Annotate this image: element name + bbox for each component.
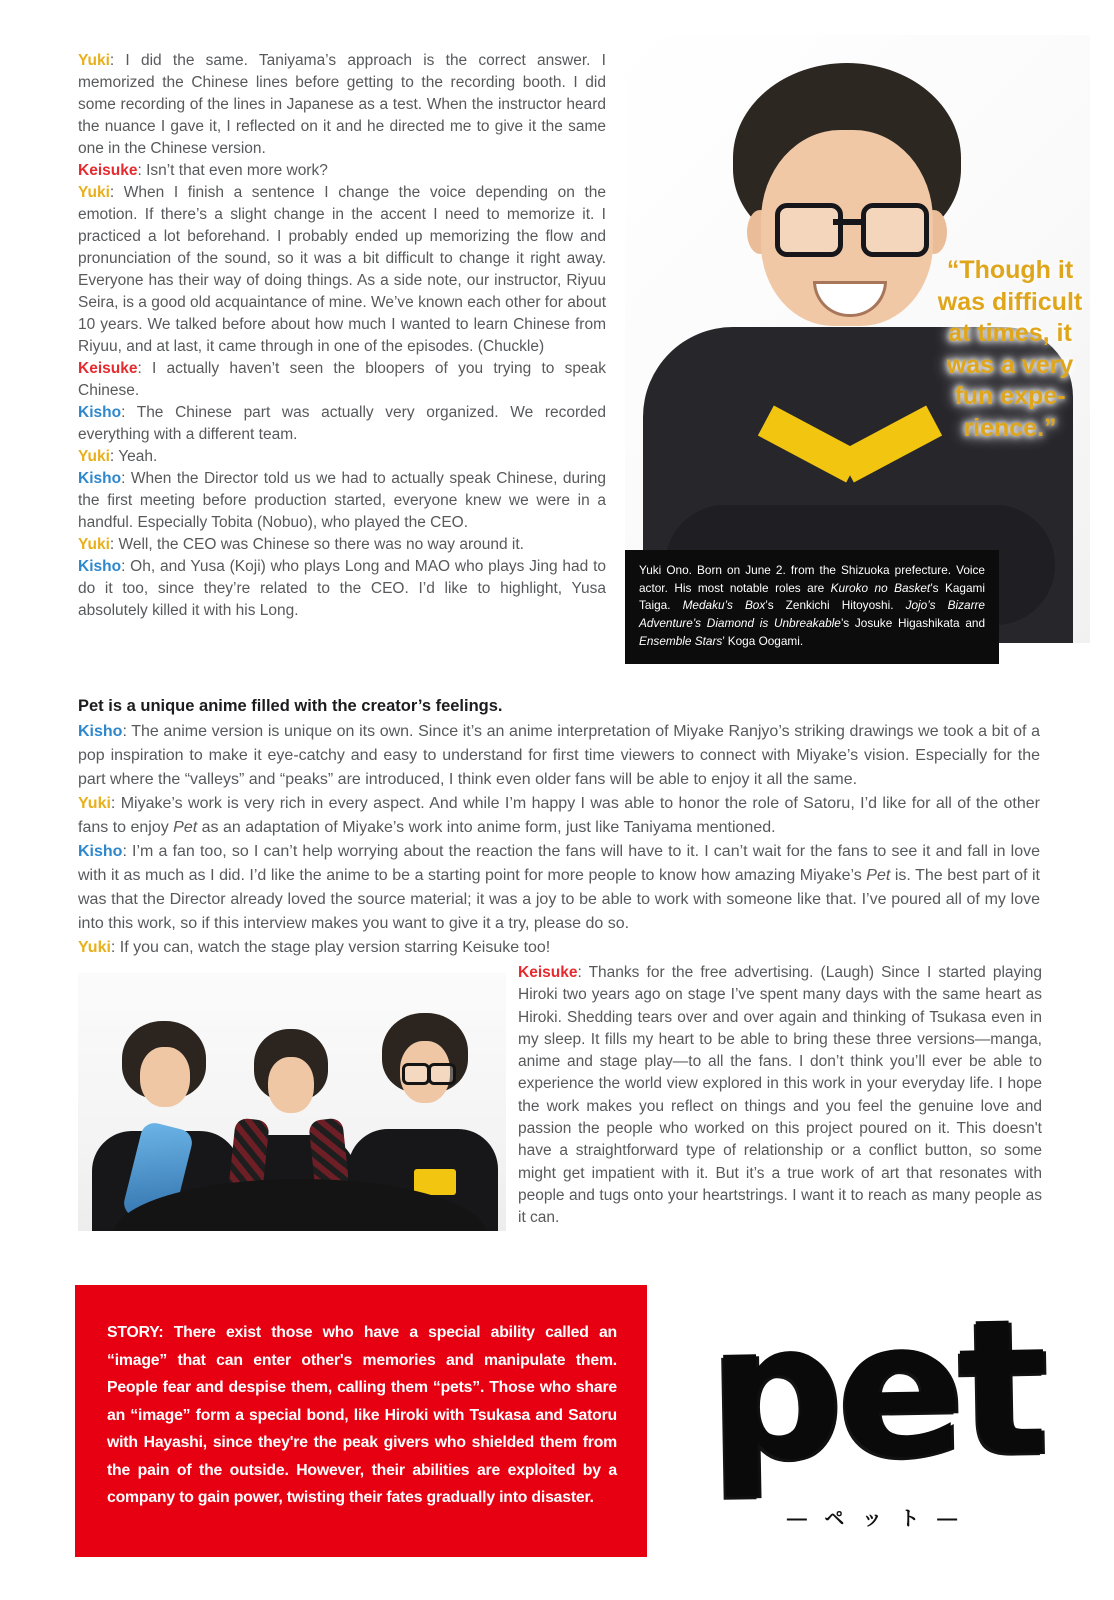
speaker-name: Yuki <box>78 448 110 465</box>
dialogue-text: : Miyake’s work is very rich in every aspect. And while I’m happy I was able to honor the role of Satoru, I’d like for all of the other fans to enjoy Pet as an adaptation of Miyake’s work into anime form, just like Taniyama mentioned. <box>78 795 1040 836</box>
dialogue-line <box>78 182 606 358</box>
glasses-icon <box>402 1063 430 1085</box>
dialogue-line <box>78 792 1040 840</box>
dialogue-text: : I actually haven’t seen the bloopers of you trying to speak Chinese. <box>78 360 606 399</box>
story-box <box>75 1285 647 1557</box>
speaker-name: Yuki <box>78 52 110 69</box>
dialogue-line <box>78 840 1040 936</box>
pet-logo: pet <box>706 1278 1044 1503</box>
pet-logo-subtitle: — ペ ッ ト — <box>786 1508 964 1530</box>
pet-logo-block <box>655 1278 1095 1576</box>
section-column <box>78 694 1040 960</box>
group-photo <box>78 973 506 1231</box>
speaker-name: Yuki <box>78 795 111 812</box>
speaker-name: Yuki <box>78 536 110 553</box>
dialogue-text: : I’m a fan too, so I can’t help worrying about the reaction the fans will have to it. I can’t wait for the fans to see it and fall in love with it as much as I did. I’d like the anime to be a starting point for more people to know how amazing Miyake’s Pet is. The best part of it was that the Director already loved the source material; it was a joy to be able to work with someone like that. I’ve poured all of my love into this work, so if this interview makes you want to give it a try, please do so. <box>78 843 1041 932</box>
speaker-name: Keisuke <box>78 360 138 377</box>
dialogue-line <box>78 160 606 182</box>
speaker-name: Kisho <box>78 723 123 740</box>
dialogue-line <box>518 962 1042 1230</box>
glasses-icon <box>775 203 919 249</box>
dialogue-line <box>78 402 606 446</box>
dialogue-line <box>78 50 606 160</box>
dialogue-line <box>78 446 606 468</box>
pull-quote: “Though it was difficult at times, it was a very fun expe-rience.” <box>937 256 1083 442</box>
story-label: STORY: <box>107 1324 164 1341</box>
dialogue-text: : Isn’t that even more work? <box>137 162 328 179</box>
section-heading: Pet is a unique anime filled with the creator’s feelings. <box>78 697 503 715</box>
glasses-icon <box>428 1063 456 1085</box>
dialogue-line <box>78 556 606 622</box>
speaker-name: Kisho <box>78 470 122 487</box>
story-text: STORY: There exist those who have a special ability called an “image” that can enter other's memories and manipulate them. People fear and despise them, calling them “pets”. Those who share an “image” form a special bond, like Hiroki with Tsukasa and Satoru with Hayashi, since they're the peak givers who shielded them from the pain of the outside. However, their abilities are exploited by a company to gain power, twisting their fates gradually into disaster. <box>107 1324 617 1506</box>
dialogue-text: : The Chinese part was actually very organized. We recorded everything with a different team. <box>78 404 606 443</box>
dialogue-line <box>78 358 606 402</box>
dialogue-text: : Well, the CEO was Chinese so there was no way around it. <box>109 536 524 553</box>
keisuke-column <box>518 962 1042 1230</box>
dialogue-text: : Yeah. <box>109 448 158 465</box>
speaker-name: Yuki <box>78 184 110 201</box>
speaker-name: Keisuke <box>78 162 138 179</box>
dialogue-text: : When I finish a sentence I change the voice depending on the emotion. If there’s a slight change in the accent I need to memorize it. I practiced a lot beforehand. I probably ended up memorizing the flow and pronunciation of the sound, so it was a bit difficult to change it right away. Everyone has their way of doing things. As a side note, our instructor, Riyuu Seira, is a good old acquaintance of mine. We’ve known each other for about 10 years. We talked before about how much I wanted to learn Chinese from Riyuu, and at last, it came through in one of the episodes. (Chuckle) <box>78 184 606 355</box>
speaker-name: Kisho <box>78 558 122 575</box>
section-dialogue <box>78 720 1040 960</box>
dialogue-line <box>78 468 606 534</box>
speaker-name: Kisho <box>78 843 123 860</box>
dialogue-text: : The anime version is unique on its own. Since it’s an anime interpretation of Miyake Ranjyo’s striking drawings we took a bit of a pop inspiration to make it eye-catchy and easy to understand for first time viewers to connect with Miyake’s vision. Especially for the part where the “valleys” and “peaks” are introduced, I think even older fans will be able to enjoy it all the same. <box>78 723 1040 788</box>
photo-caption-text: Yuki Ono. Born on June 2. from the Shizuoka prefecture. Voice actor. His most notable roles are Kuroko no Basket’s Kagami Taiga. Medaku’s Box’s Zenkichi Hitoyoshi. Jojo’s Bizarre Adventure’s Diamond is Unbreakable’s Josuke Higashikata and Ensemble Stars’ Koga Oogami. <box>639 563 986 648</box>
dialogue-text: : I did the same. Taniyama’s approach is the correct answer. I memorized the Chinese lines before getting to the recording booth. I did some recording of the lines in Japanese as a test. When the instructor heard the nuance I gave it, I reflected on it and he directed me to give it the same one in the Chinese version. <box>78 52 606 157</box>
dialogue-text: : If you can, watch the stage play version starring Keisuke too! <box>110 939 551 956</box>
dialogue-text: : When the Director told us we had to actually speak Chinese, during the first meeting before production started, everyone knew we were in a handful. Especially Tobita (Nobuo), who played the CEO. <box>78 470 606 531</box>
speaker-name: Kisho <box>78 404 122 421</box>
dialogue-text: : Thanks for the free advertising. (Laugh) Since I started playing Hiroki two years ago on stage I’ve spent many days with the same heart as Hiroki. Shedding tears over and over again and thinking of Tsukasa even in my sleep. It fills my heart to be able to bring these three versions—manga, anime and stage play—to all the fans. I don’t think you’ll ever be able to experience the world view explored in this work in your everyday life. I hope the work makes you reflect on things and you feel the genuine love and passion the people who worked on this project poured on it. This doesn't have a straightforward type of relationship or a conflict button, so some might get impatient with it. But it’s a true work of art that resonates with people and tugs onto your heartstrings. I want it to reach as many people as it can. <box>518 964 1042 1227</box>
interview-top-column <box>78 50 606 622</box>
speaker-name: Yuki <box>78 939 111 956</box>
dialogue-text: : Oh, and Yusa (Koji) who plays Long and MAO who plays Jing had to do it too, since they’re related to the CEO. I’d like to highlight, Yusa absolutely killed it with his Long. <box>78 558 606 619</box>
photo-caption <box>625 550 999 664</box>
dialogue-line <box>78 534 606 556</box>
dialogue-line <box>78 936 1040 960</box>
speaker-name: Keisuke <box>518 964 578 981</box>
dialogue-line <box>78 720 1040 792</box>
